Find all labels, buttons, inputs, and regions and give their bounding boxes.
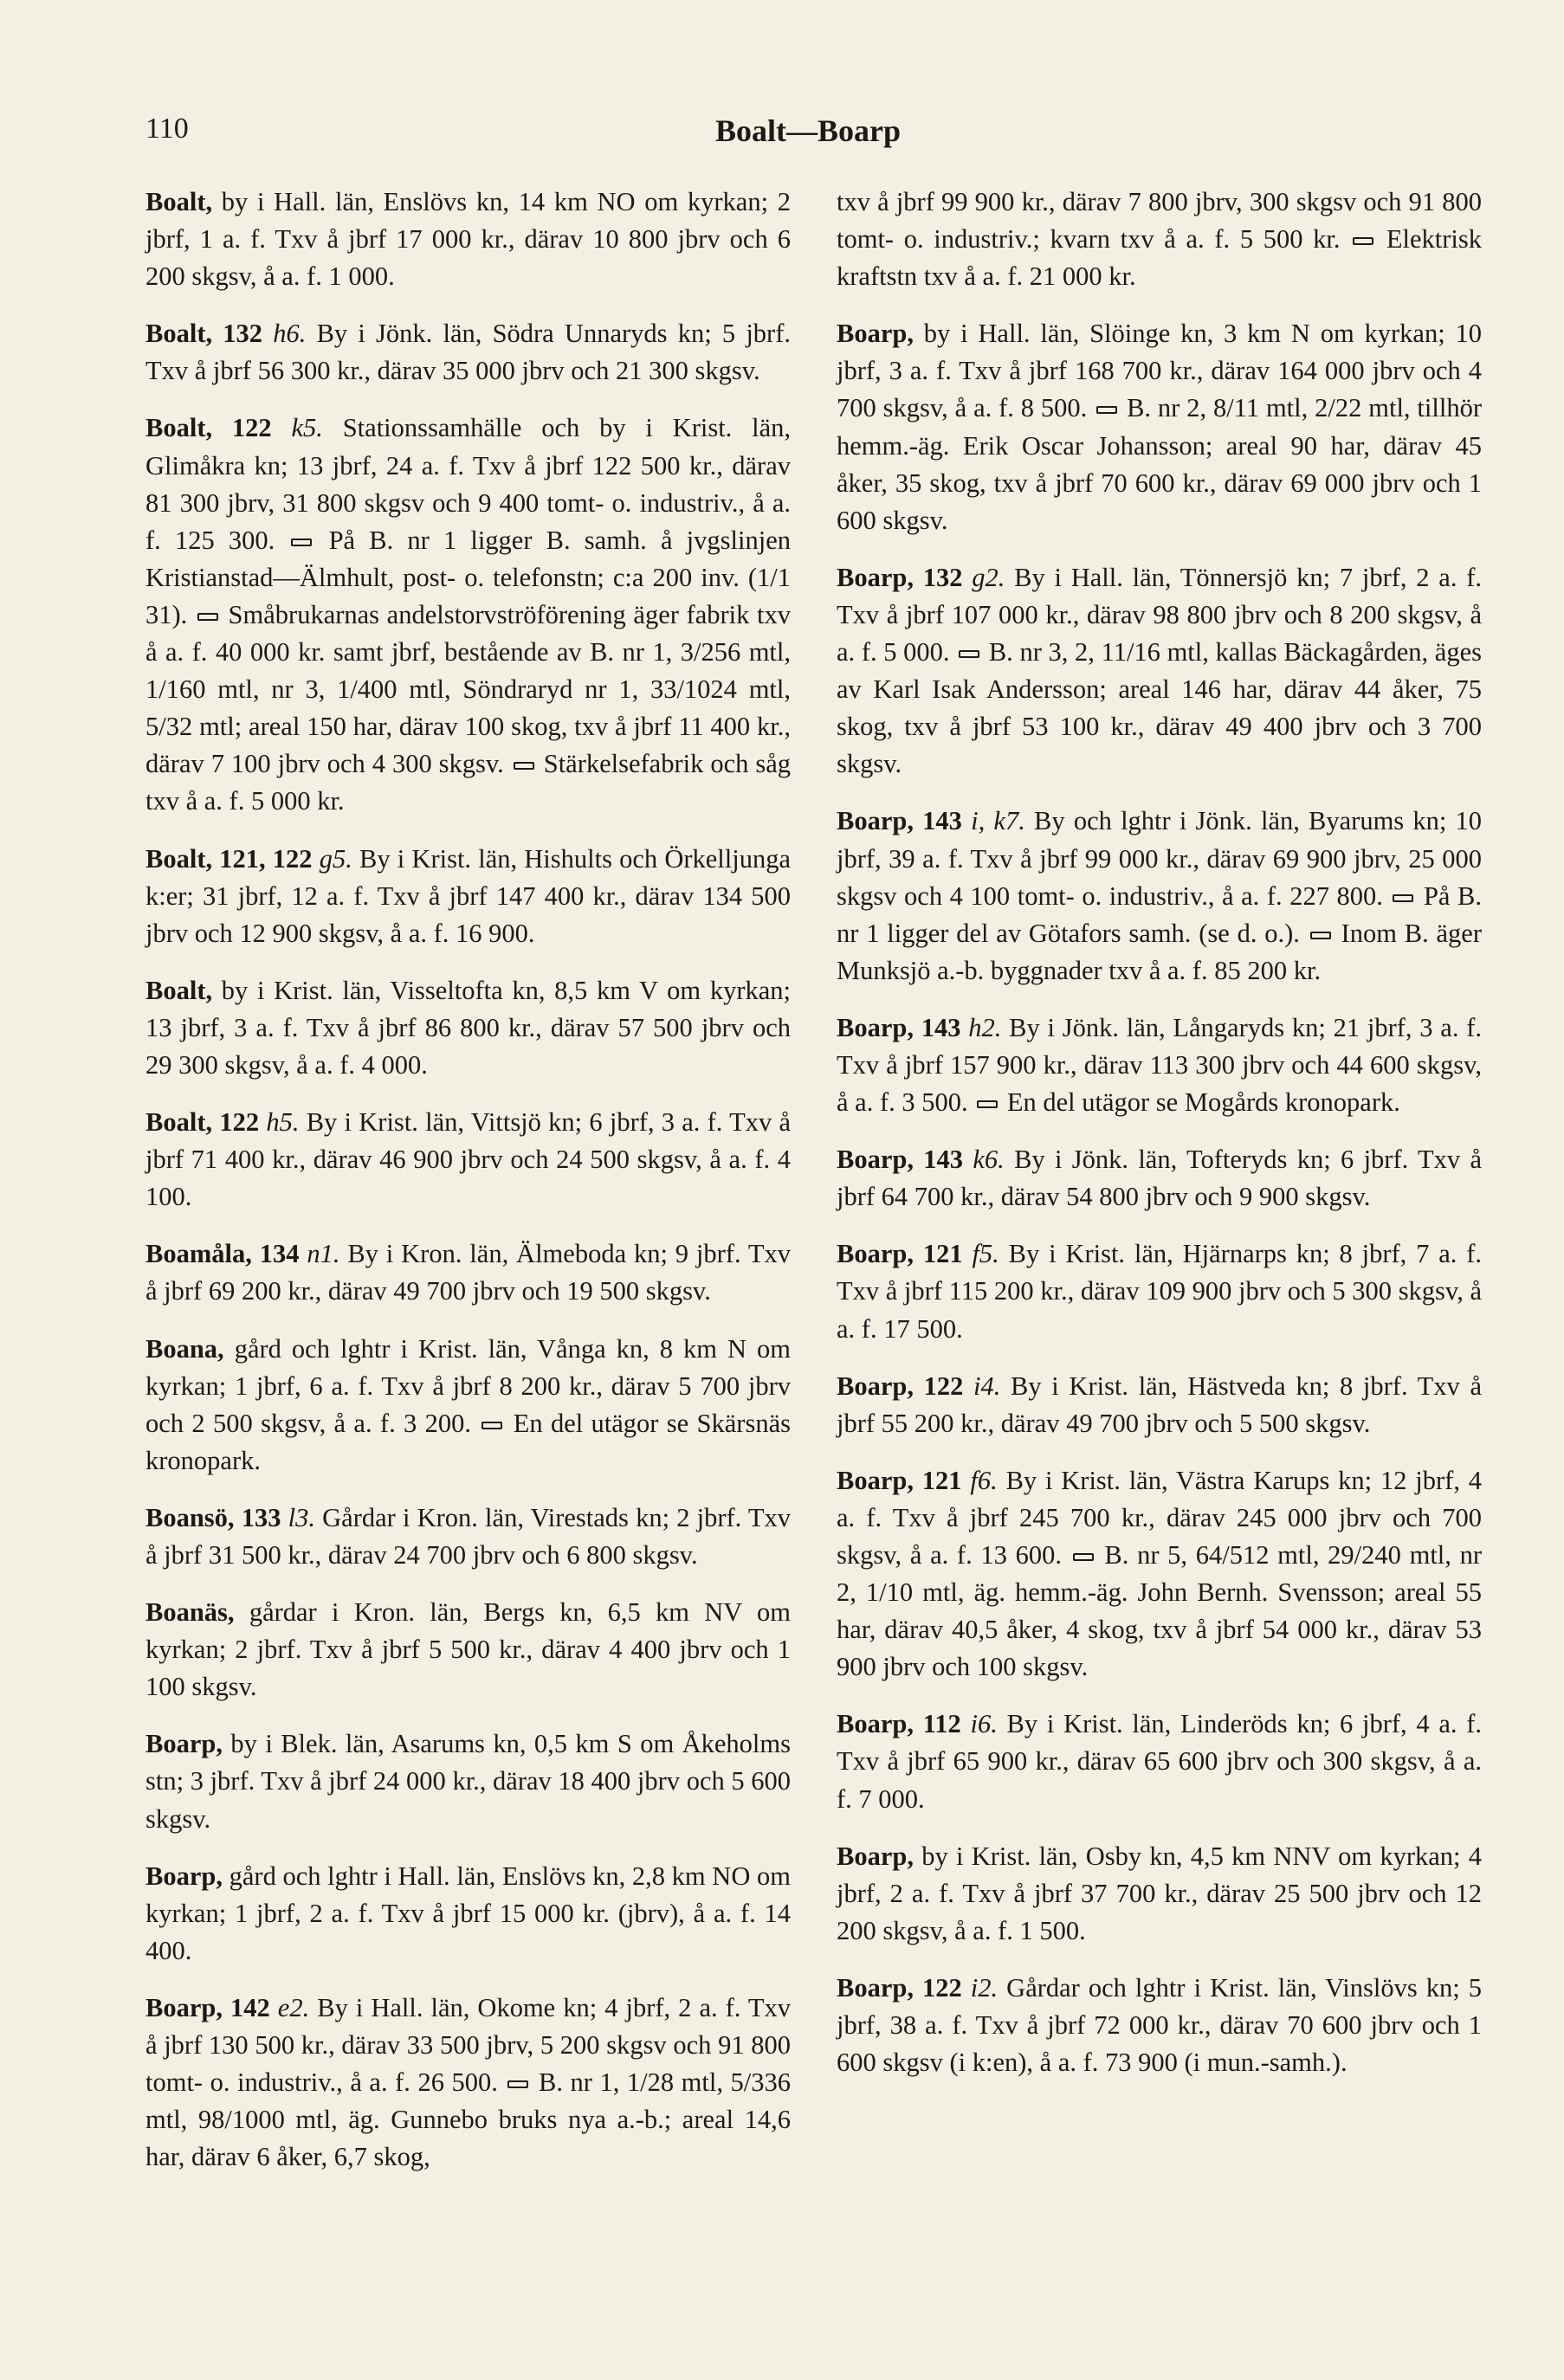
entry: [145, 841, 791, 952]
entry-headword: Boalt,: [145, 187, 213, 216]
entry-map-ref: n1.: [307, 1239, 340, 1269]
entry: [837, 1009, 1482, 1121]
entry-headword: Boarp, 121: [837, 1465, 962, 1495]
entry: [837, 1838, 1482, 1950]
entry-map-ref: i2.: [970, 1972, 999, 2003]
entry-text: Stationssamhälle och by i Krist. län, Glimåkra kn; 13 jbrf, 24 a. f. Txv å jbrf 122 500 kr., därav 81 300 jbrv, 31 800 skgsv och 9 400 tomt- o. industriv., å a. f. 125 300. På B. nr 1 ligger B. samh. å jvgslinjen Kristianstad—Älmhult, post- o. telefonstn; c:a 200 inv. (1/1 31). Småbrukarnas andelstorvströförening äger fabrik txv å a. f. 40 000 kr. samt jbrf, bestående av B. nr 1, 3/256 mtl, 1/160 mtl, nr 3, 1/400 mtl, Söndraryd nr 1, 33/1024 mtl, 5/32 mtl; areal 150 har, därav 100 skog, txv å jbrf 11 400 kr., därav 7 100 jbrv och 4 300 skgsv. Stärkelsefabrik och såg txv å a. f. 5 000 kr.: [145, 413, 791, 816]
entry: [837, 1706, 1482, 1817]
entry-text: By i Krist. län, Hjärnarps kn; 8 jbrf, 7 a. f. Txv å jbrf 115 200 kr., därav 109 900 jbrv och 5 300 skgsv, å a. f. 17 500.: [837, 1239, 1483, 1344]
entry-headword: Boamåla, 134: [145, 1239, 300, 1269]
entry: [837, 1235, 1482, 1347]
entry-text: txv å jbrf 99 900 kr., därav 7 800 jbrv, 300 skgsv och 91 800 tomt- o. industriv.; kvarn txv å a. f. 5 500 kr. Elektrisk kraftstn txv å a. f. 21 000 kr.: [837, 187, 1482, 292]
right-column: [837, 184, 1482, 2101]
entry-headword: Boalt, 121, 122: [145, 843, 313, 874]
section-symbol-icon: [1310, 932, 1331, 939]
entry-headword: Boalt, 122: [145, 413, 272, 443]
entry-map-ref: k6.: [973, 1145, 1005, 1175]
page-number: 110: [145, 113, 189, 145]
entry-text: by i Krist. län, Osby kn, 4,5 km NNV om kyrkan; 4 jbrf, 2 a. f. Txv å jbrf 37 700 kr., därav 25 500 jbrv och 12 200 skgsv, å a. f. 1 500.: [837, 1841, 1482, 1945]
entry-headword: Boarp,: [145, 1729, 223, 1759]
entry-map-ref: l3.: [288, 1502, 315, 1532]
entry-text: By och lghtr i Jönk. län, Byarums kn; 10 jbrf, 39 a. f. Txv å jbrf 99 000 kr., därav 69 900 jbrv, 25 000 skgsv och 4 100 tomt- o. industriv., å a. f. 227 800. På B. nr 1 ligger del av Götafors samh. (se d. o.). Inom B. äger Munksjö a.-b. byggnader txv å a. f. 85 200 kr.: [837, 806, 1483, 985]
entry-text: By i Kron. län, Älmeboda kn; 9 jbrf. Txv å jbrf 69 200 kr., därav 49 700 jbrv och 19 500 skgsv.: [145, 1239, 792, 1306]
section-symbol-icon: [1393, 894, 1413, 902]
section-symbol-icon: [977, 1100, 998, 1108]
entry-headword: Boalt,: [145, 975, 213, 1005]
section-symbol-icon: [1096, 406, 1117, 414]
entry: [837, 803, 1482, 989]
section-symbol-icon: [291, 539, 312, 546]
entry-headword: Boarp,: [145, 1861, 223, 1891]
entry: [145, 1331, 791, 1480]
entry: [837, 559, 1482, 784]
section-symbol-icon: [481, 1422, 502, 1429]
entry-headword: Boarp, 132: [837, 562, 963, 592]
entry-headword: Boansö, 133: [145, 1502, 281, 1532]
entry-map-ref: h5.: [266, 1107, 300, 1138]
section-symbol-icon: [1353, 237, 1373, 245]
entry-map-ref: f5.: [972, 1239, 999, 1269]
entry: [145, 1594, 791, 1706]
entry: [145, 1235, 791, 1310]
entry-text: by i Hall. län, Slöinge kn, 3 km N om kyrkan; 10 jbrf, 3 a. f. Txv å jbrf 168 700 kr., därav 164 000 jbrv och 4 700 skgsv, å a. f. 8 500. B. nr 2, 8/11 mtl, 2/22 mtl, tillhör hemm.-äg. Erik Oscar Johansson; areal 90 har, därav 45 åker, 35 skog, txv å jbrf 70 600 kr., därav 69 000 jbrv och 1 600 skgsv.: [837, 319, 1483, 535]
entry-headword: Boarp,: [837, 1841, 914, 1871]
section-symbol-icon: [507, 2080, 528, 2088]
left-column: [145, 184, 791, 2196]
entry-headword: Boanäs,: [145, 1597, 235, 1628]
entry-text: by i Krist. län, Visseltofta kn, 8,5 km V om kyrkan; 13 jbrf, 3 a. f. Txv å jbrf 86 800 kr., därav 57 500 jbrv och 29 300 skgsv, å a. f. 4 000.: [145, 975, 791, 1080]
entry: [145, 315, 791, 390]
entry-map-ref: h6.: [273, 319, 307, 349]
entry-text: By i Jönk. län, Tofteryds kn; 6 jbrf. Txv å jbrf 64 700 kr., därav 54 800 jbrv och 9 900 skgsv.: [837, 1145, 1482, 1212]
entry: [145, 972, 791, 1084]
entry-headword: Boarp, 143: [837, 806, 962, 836]
entry-map-ref: g2.: [972, 562, 1005, 592]
entry: [837, 1462, 1482, 1687]
entry: [145, 1104, 791, 1216]
entry: [837, 1368, 1482, 1442]
entry-headword: Boarp, 122: [837, 1972, 962, 2003]
entry-map-ref: i, k7.: [971, 806, 1025, 836]
entry-text: gård och lghtr i Hall. län, Enslövs kn, 2,8 km NO om kyrkan; 1 jbrf, 2 a. f. Txv å jbrf 15 000 kr. (jbrv), å a. f. 14 400.: [145, 1861, 791, 1965]
entry-headword: Boarp, 143: [837, 1145, 964, 1175]
entry: [837, 1970, 1482, 2081]
entry-text: gårdar i Kron. län, Bergs kn, 6,5 km NV om kyrkan; 2 jbrf. Txv å jbrf 5 500 kr., därav 4 400 jbrv och 1 100 skgsv.: [145, 1597, 791, 1702]
entry-text: by i Hall. län, Enslövs kn, 14 km NO om kyrkan; 2 jbrf, 1 a. f. Txv å jbrf 17 000 kr., därav 10 800 jbrv och 6 200 skgsv, å a. f. 1 000.: [145, 187, 791, 292]
section-symbol-icon: [1073, 1553, 1094, 1561]
running-head: Boalt—Boarp: [714, 113, 901, 148]
entry-headword: Boarp, 121: [837, 1239, 963, 1269]
entry-map-ref: h2.: [968, 1012, 1002, 1042]
entry: [145, 410, 791, 820]
entry-map-ref: f6.: [970, 1465, 998, 1495]
entry-map-ref: g5.: [319, 843, 352, 874]
entry-text: Gårdar i Kron. län, Virestads kn; 2 jbrf. Txv å jbrf 31 500 kr., därav 24 700 jbrv och 6 800 skgsv.: [145, 1502, 791, 1570]
entry: [145, 1858, 791, 1970]
entry-headword: Boana,: [145, 1333, 224, 1364]
entry-text: Gårdar och lghtr i Krist. län, Vinslövs kn; 5 jbrf, 38 a. f. Txv å jbrf 72 000 kr., därav 70 600 jbrv och 1 600 skgsv (i k:en), å a. f. 73 900 (i mun.-samh.).: [837, 1972, 1482, 2078]
entry-text: By i Krist. län, Linderöds kn; 6 jbrf, 4 a. f. Txv å jbrf 65 900 kr., därav 65 600 jbrv och 300 skgsv, å a. f. 7 000.: [837, 1709, 1483, 1814]
entry: [145, 1990, 791, 2176]
entry-text: by i Blek. län, Asarums kn, 0,5 km S om Åkeholms stn; 3 jbrf. Txv å jbrf 24 000 kr., därav 18 400 jbrv och 5 600 skgsv.: [145, 1729, 791, 1834]
entry-map-ref: e2.: [277, 1992, 310, 2022]
entry: [837, 1141, 1482, 1216]
entry: [837, 315, 1482, 539]
section-symbol-icon: [959, 650, 979, 658]
entry-text: By i Krist. län, Hästveda kn; 8 jbrf. Txv å jbrf 55 200 kr., därav 49 700 jbrv och 5 500 skgsv.: [837, 1371, 1482, 1438]
entry: [145, 1725, 791, 1837]
entry-text: By i Jönk. län, Långaryds kn; 21 jbrf, 3 a. f. Txv å jbrf 157 900 kr., därav 113 300 jbrv och 44 600 skgsv, å a. f. 3 500. En del utägor se Mogårds kronopark.: [837, 1012, 1483, 1118]
page-header: [145, 113, 1470, 156]
entry-text: By i Jönk. län, Södra Unnaryds kn; 5 jbrf. Txv å jbrf 56 300 kr., därav 35 000 jbrv och 21 300 skgsv.: [145, 319, 791, 386]
entry-headword: Boarp, 143: [837, 1012, 961, 1042]
entry-text: gård och lghtr i Krist. län, Vånga kn, 8 km N om kyrkan; 1 jbrf, 6 a. f. Txv å jbrf 8 200 kr., därav 5 700 jbrv och 2 500 skgsv, å a. f. 3 200. En del utägor se Skärsnäs kronopark.: [145, 1333, 791, 1475]
entry-headword: Boarp, 112: [837, 1709, 961, 1739]
entry-headword: Boarp, 142: [145, 1992, 270, 2022]
entry-map-ref: i4.: [973, 1371, 1001, 1401]
section-symbol-icon: [197, 613, 218, 621]
entry-text: By i Hall. län, Okome kn; 4 jbrf, 2 a. f. Txv å jbrf 130 500 kr., därav 33 500 jbrv, 5 200 skgsv och 91 800 tomt- o. industriv., å a. f. 26 500. B. nr 1, 1/28 mtl, 5/336 mtl, 98/1000 mtl, äg. Gunnebo bruks nya a.-b.; areal 14,6 har, därav 6 åker, 6,7 skog,: [145, 1992, 792, 2172]
entry-map-ref: k5.: [291, 413, 323, 443]
entry-map-ref: i6.: [970, 1709, 998, 1739]
entry-headword: Boalt, 122: [145, 1107, 260, 1138]
section-symbol-icon: [514, 762, 534, 770]
entry-text: By i Krist. län, Västra Karups kn; 12 jbrf, 4 a. f. Txv å jbrf 245 700 kr., därav 245 000 jbrv och 700 skgsv, å a. f. 13 600. B. nr 5, 64/512 mtl, 29/240 mtl, nr 2, 1/10 mtl, äg. hemm.-äg. John Bernh. Svensson; areal 55 har, därav 40,5 åker, 4 skog, txv å jbrf 54 000 kr., därav 53 900 jbrv och 100 skgsv.: [837, 1465, 1483, 1682]
entry: [145, 1500, 791, 1574]
entry-headword: Boarp, 122: [837, 1371, 964, 1401]
entry-headword: Boalt, 132: [145, 319, 263, 349]
entry: [837, 184, 1482, 295]
entry-headword: Boarp,: [837, 319, 914, 349]
entry-text: By i Krist. län, Hishults och Örkelljunga k:er; 31 jbrf, 12 a. f. Txv å jbrf 147 400 kr., därav 134 500 jbrv och 12 900 skgsv, å a. f. 16 900.: [145, 843, 792, 948]
entry-text: By i Krist. län, Vittsjö kn; 6 jbrf, 3 a. f. Txv å jbrf 71 400 kr., därav 46 900 jbrv och 24 500 skgsv, å a. f. 4 100.: [145, 1107, 792, 1212]
entry-text: By i Hall. län, Tönnersjö kn; 7 jbrf, 2 a. f. Txv å jbrf 107 000 kr., därav 98 800 jbrv och 8 200 skgsv, å a. f. 5 000. B. nr 3, 2, 11/16 mtl, kallas Bäckagården, äges av Karl Isak Andersson; areal 146 har, därav 44 åker, 75 skog, txv å jbrf 53 100 kr., därav 49 400 jbrv och 3 700 skgsv.: [837, 562, 1483, 779]
entry: [145, 184, 791, 295]
